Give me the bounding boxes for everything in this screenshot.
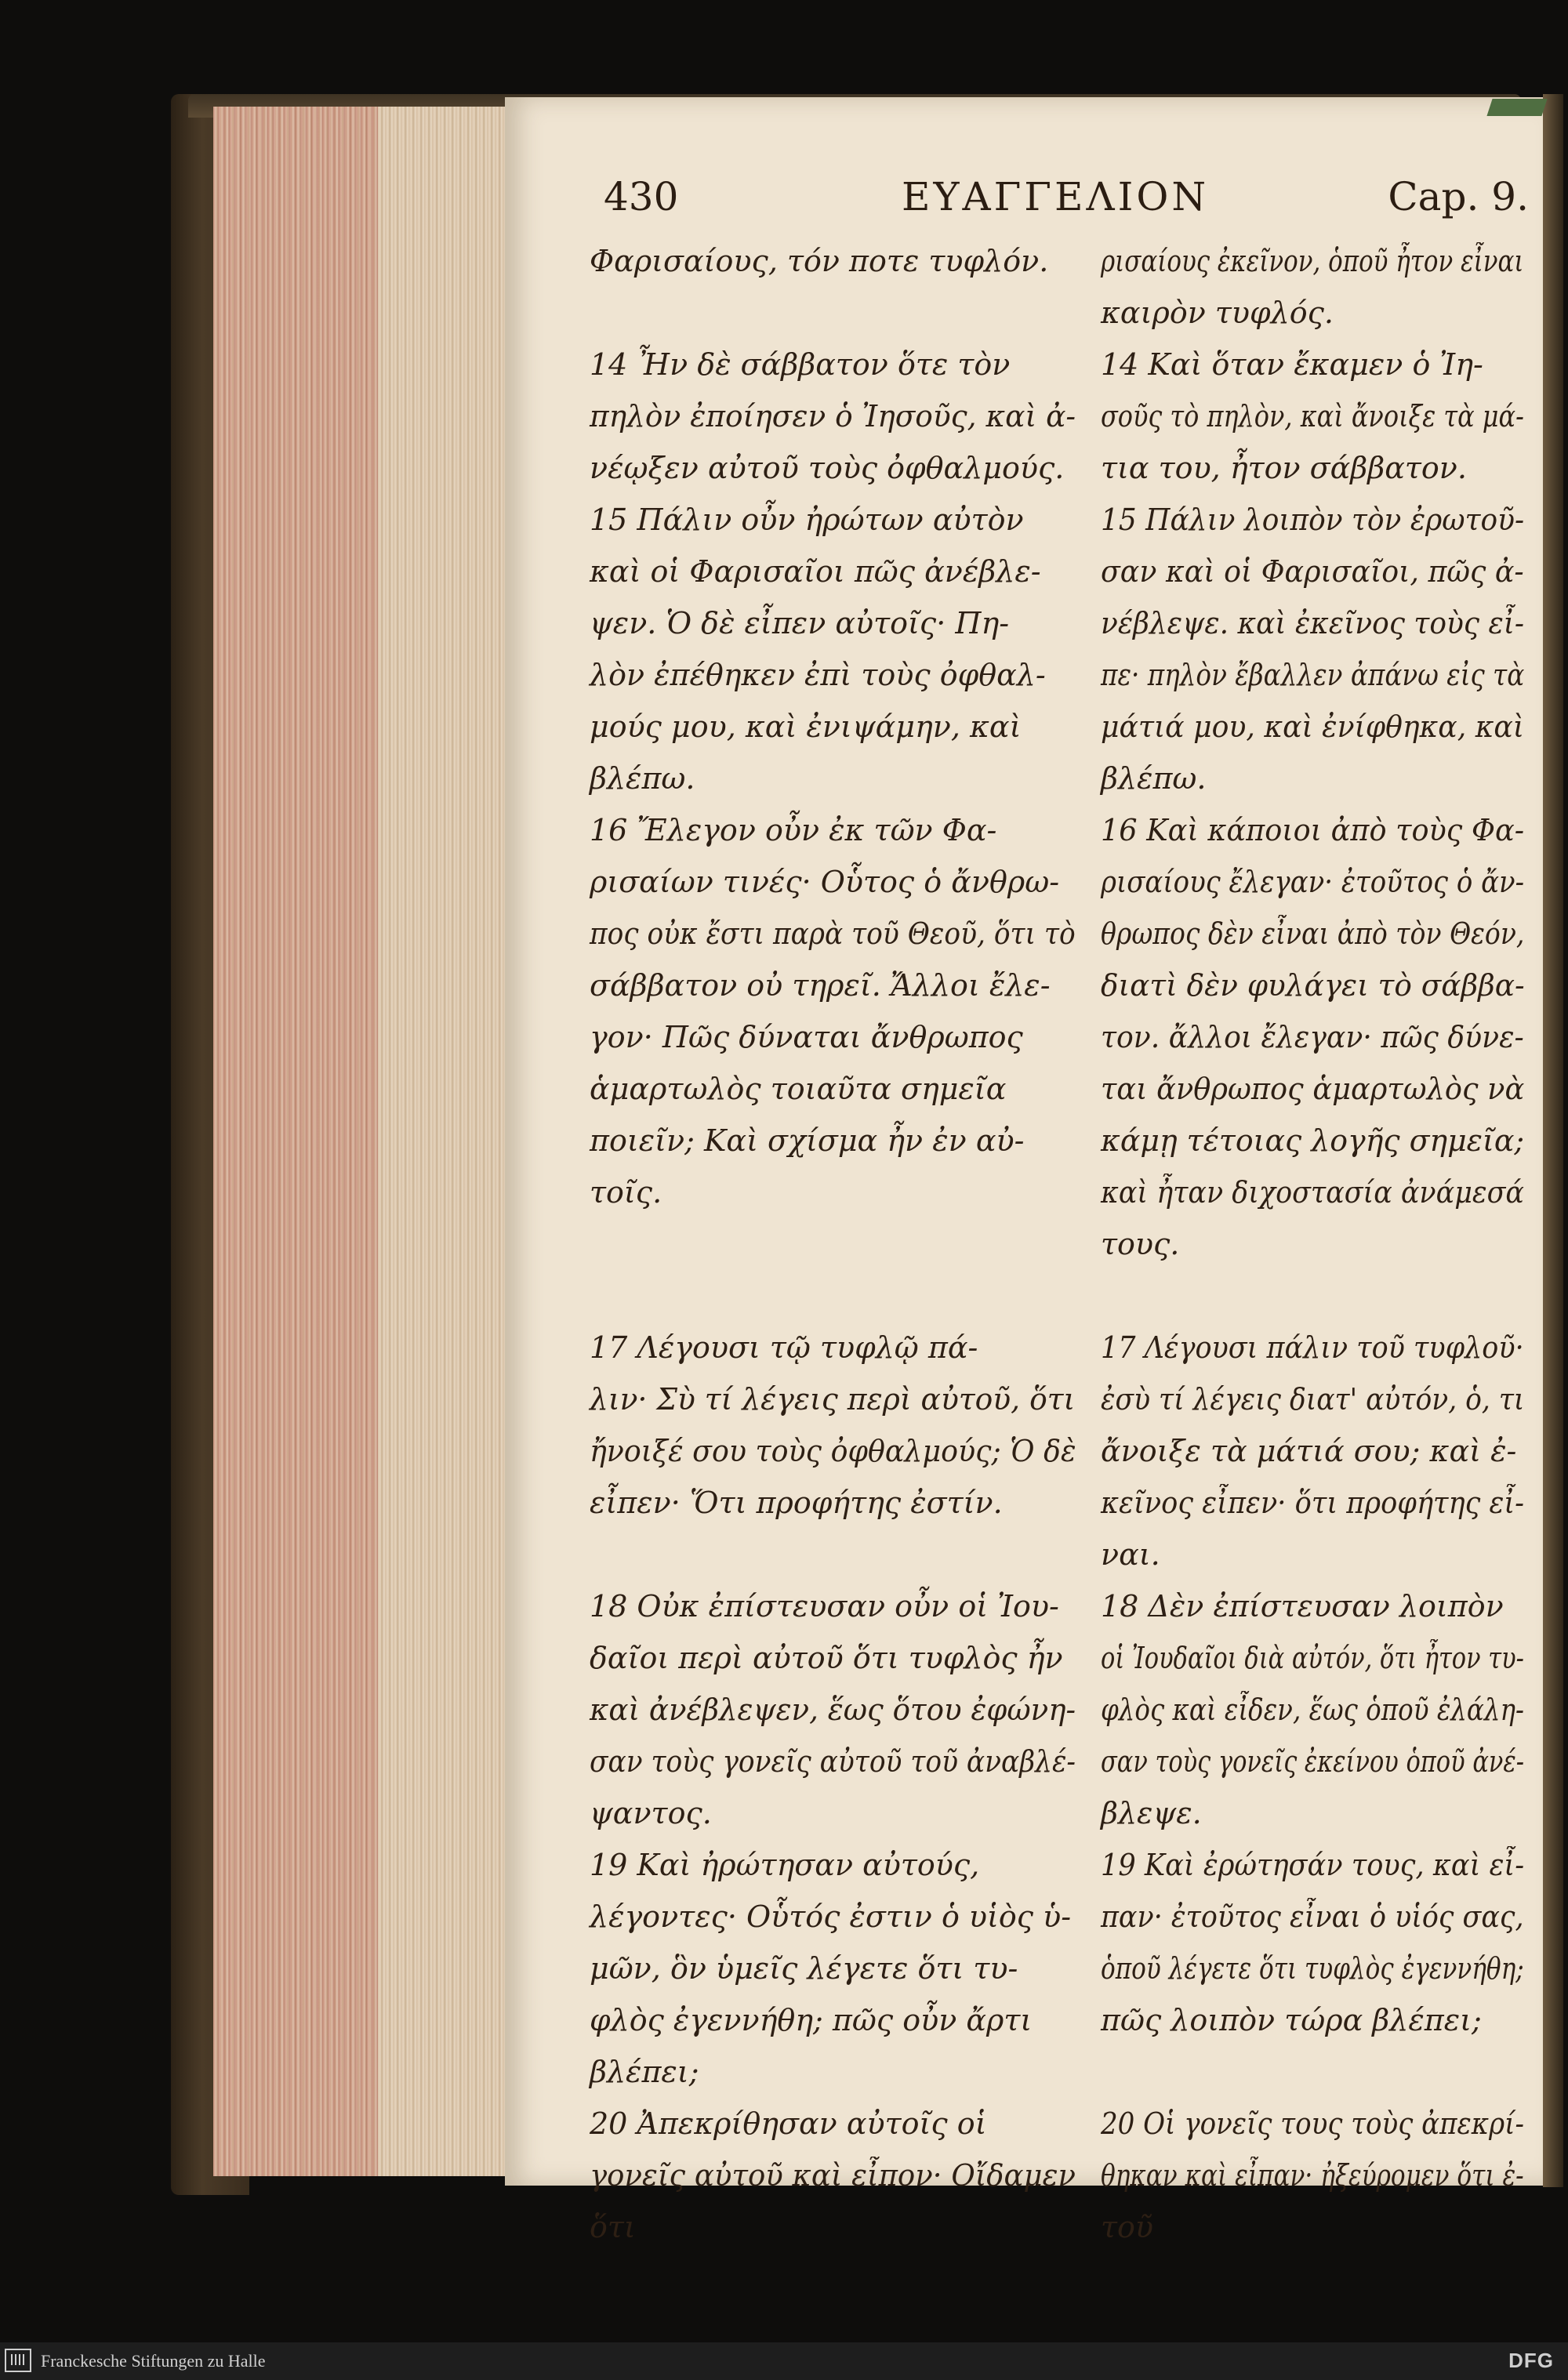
text-line: φλὸς ἐγεννήθη; πῶς οὖν ἄρτι bbox=[590, 2003, 1033, 2037]
text-line: βλεψε. bbox=[1101, 1796, 1202, 1830]
text-line: ρισαίους ἔλεγαν· ἐτοῦτος ὁ ἄν- bbox=[1101, 865, 1525, 899]
text-line bbox=[590, 1270, 1076, 1322]
page-number: 430 bbox=[604, 174, 679, 219]
text-line: κάμῃ τέτοιας λογῆς σημεῖα; bbox=[1101, 1123, 1525, 1158]
text-line: καὶ ἀνέβλεψεν, ἕως ὅτου ἐφώνη- bbox=[590, 1692, 1076, 1727]
facing-page-edge bbox=[1543, 94, 1563, 2187]
text-line: δαῖοι περὶ αὐτοῦ ὅτι τυφλὸς ἦν bbox=[590, 1641, 1063, 1675]
text-line: λὸν ἐπέθηκεν ἐπὶ τοὺς ὀφθαλ- bbox=[590, 658, 1046, 692]
text-line: φλὸς καὶ εἶδεν, ἕως ὁποῦ ἐλάλη- bbox=[1101, 1692, 1524, 1727]
text-line: 15 Πάλιν οὖν ἠρώτων αὐτὸν bbox=[590, 502, 1024, 537]
viewer-footer bbox=[0, 2342, 1568, 2380]
text-line: ἤνοιξέ σου τοὺς ὀφθαλμούς; Ὁ δὲ bbox=[590, 1434, 1076, 1468]
text-line: τοῖς. bbox=[590, 1175, 662, 1210]
text-line: ἐσὺ τί λέγεις διατ' αὐτόν, ὁ, τι bbox=[1101, 1382, 1525, 1417]
text-line: τους. bbox=[1101, 1227, 1180, 1261]
text-line: πῶς λοιπὸν τώρα βλέπει; bbox=[1101, 2003, 1482, 2037]
text-line: σοῦς τὸ πηλὸν, καὶ ἄνοιξε τὰ μά- bbox=[1101, 399, 1524, 434]
text-line: λέγοντες· Οὗτός ἐστιν ὁ υἱὸς ὑ- bbox=[590, 1899, 1072, 1934]
text-line: θηκαν καὶ εἶπαν· ἠξεύρομεν ὅτι ἐ- bbox=[1101, 2158, 1524, 2193]
modern-greek-column bbox=[1101, 235, 1524, 2253]
text-line: μούς μου, καὶ ἐνιψάμην, καὶ bbox=[590, 709, 1022, 744]
text-line: ρισαίων τινές· Οὗτος ὁ ἄνθρω- bbox=[590, 865, 1060, 899]
text-line: τον. ἄλλοι ἔλεγαν· πῶς δύνε- bbox=[1101, 1020, 1524, 1054]
text-line: πηλὸν ἐποίησεν ὁ Ἰησοῦς, καὶ ἀ- bbox=[590, 399, 1076, 434]
text-line: καιρὸν τυφλός. bbox=[1101, 296, 1334, 330]
text-line: πος οὐκ ἔστι παρὰ τοῦ Θεοῦ, ὅτι τὸ bbox=[590, 916, 1076, 951]
text-line: 20 Ἀπεκρίθησαν αὐτοῖς οἱ bbox=[590, 2106, 987, 2141]
text-line: ναι. bbox=[1101, 1537, 1160, 1572]
text-line: ἁμαρτωλὸς τοιαῦτα σημεῖα bbox=[590, 1072, 1007, 1106]
text-line: διατὶ δὲν φυλάγει τὸ σάββα- bbox=[1101, 968, 1525, 1003]
text-line: τοῦ bbox=[1101, 2210, 1154, 2244]
text-line: τια του, ἦτον σάββατον. bbox=[1101, 451, 1467, 485]
running-header bbox=[604, 174, 1529, 229]
text-line: σαν τοὺς γονεῖς ἐκείνου ὁποῦ ἀνέ- bbox=[1101, 1744, 1524, 1779]
text-line bbox=[590, 1529, 1076, 1580]
text-line: γον· Πῶς δύναται ἄνθρωπος bbox=[590, 1020, 1023, 1054]
text-line bbox=[1101, 1270, 1524, 1322]
text-line: ὁποῦ λέγετε ὅτι τυφλὸς ἐγεννήθη; bbox=[1101, 1951, 1524, 1986]
text-line: 18 Δὲν ἐπίστευσαν λοιπὸν bbox=[1101, 1589, 1504, 1624]
institution-name[interactable]: Franckesche Stiftungen zu Halle bbox=[41, 2351, 266, 2371]
text-line: νέβλεψε. καὶ ἐκεῖνος τοὺς εἶ- bbox=[1101, 606, 1525, 640]
text-line: παν· ἐτοῦτος εἶναι ὁ υἱός σας, bbox=[1101, 1899, 1524, 1934]
text-line: κεῖνος εἶπεν· ὅτι προφήτης εἶ- bbox=[1101, 1486, 1525, 1520]
text-line: ψεν. Ὁ δὲ εἶπεν αὐτοῖς· Πη- bbox=[590, 606, 1010, 640]
text-line: ρισαίους ἐκεῖνον, ὁποῦ ἦτον εἶναι bbox=[1101, 244, 1524, 278]
text-line: 15 Πάλιν λοιπὸν τὸν ἐρωτοῦ- bbox=[1101, 502, 1525, 537]
text-line: 19 Καὶ ἠρώτησαν αὐτούς, bbox=[590, 1848, 980, 1882]
text-line: ἄνοιξε τὰ μάτιά σου; καὶ ἐ- bbox=[1101, 1434, 1517, 1468]
text-line: οἱ Ἰουδαῖοι διὰ αὐτόν, ὅτι ἦτον τυ- bbox=[1101, 1641, 1524, 1675]
text-line: καὶ οἱ Φαρισαῖοι πῶς ἀνέβλε- bbox=[590, 554, 1041, 589]
dfg-badge[interactable]: DFG bbox=[1508, 2349, 1554, 2372]
ancient-greek-column bbox=[590, 235, 1076, 2253]
text-line: βλέπω. bbox=[1101, 761, 1207, 796]
text-line: σαν καὶ οἱ Φαρισαῖοι, πῶς ἀ- bbox=[1101, 554, 1524, 589]
text-line: 16 Ἔλεγον οὖν ἐκ τῶν Φα- bbox=[590, 813, 997, 847]
text-line: 17 Λέγουσι πάλιν τοῦ τυφλοῦ· bbox=[1101, 1330, 1524, 1365]
text-line: σάββατον οὐ τηρεῖ. Ἄλλοι ἔλε- bbox=[590, 968, 1051, 1003]
text-line: ὅτι bbox=[590, 2210, 636, 2244]
institution-logo-icon bbox=[5, 2349, 31, 2372]
text-line: 19 Καὶ ἐρώτησάν τους, καὶ εἶ- bbox=[1101, 1848, 1525, 1882]
text-line bbox=[590, 1218, 1076, 1270]
chapter-label: Cap. 9. bbox=[1388, 174, 1529, 219]
text-line bbox=[590, 287, 1076, 339]
text-line: καὶ ἦταν διχοστασία ἀνάμεσά bbox=[1101, 1175, 1524, 1210]
text-line: ται ἄνθρωπος ἁμαρτωλὸς νὰ bbox=[1101, 1072, 1525, 1106]
running-title: ΕΥΑΓΓΕΛΙΟΝ bbox=[902, 174, 1210, 219]
text-line: ποιεῖν; Καὶ σχίσμα ἦν ἐν αὐ- bbox=[590, 1123, 1025, 1158]
text-line: ψαντος. bbox=[590, 1796, 712, 1830]
text-line: βλέπει; bbox=[590, 2055, 699, 2089]
text-line: εἶπεν· Ὅτι προφήτης ἐστίν. bbox=[590, 1486, 1003, 1520]
text-line: 17 Λέγουσι τῷ τυφλῷ πά- bbox=[590, 1330, 978, 1365]
green-ribbon bbox=[1486, 99, 1547, 116]
text-line: λιν· Σὺ τί λέγεις περὶ αὐτοῦ, ὅτι bbox=[590, 1382, 1076, 1417]
text-line: πε· πηλὸν ἔβαλλεν ἀπάνω εἰς τὰ bbox=[1101, 658, 1525, 692]
text-line bbox=[1101, 2046, 1524, 2098]
text-line: νέῳξεν αὐτοῦ τοὺς ὀφθαλμούς. bbox=[590, 451, 1065, 485]
text-line: 18 Οὐκ ἐπίστευσαν οὖν οἱ Ἰου- bbox=[590, 1589, 1059, 1624]
text-line: Φαρισαίους, τόν ποτε τυφλόν. bbox=[590, 244, 1049, 278]
text-line: μάτιά μου, καὶ ἐνίφθηκα, καὶ bbox=[1101, 709, 1525, 744]
page-stack-red-edge bbox=[213, 107, 378, 2176]
text-line: γονεῖς αὐτοῦ καὶ εἶπον· Οἴδαμεν bbox=[590, 2158, 1076, 2193]
text-line: μῶν, ὃν ὑμεῖς λέγετε ὅτι τυ- bbox=[590, 1951, 1018, 1986]
text-line: 14 Καὶ ὅταν ἔκαμεν ὁ Ἰη- bbox=[1101, 347, 1483, 382]
text-line: 20 Οἱ γονεῖς τους τοὺς ἀπεκρί- bbox=[1101, 2106, 1524, 2141]
text-line: σαν τοὺς γονεῖς αὐτοῦ τοῦ ἀναβλέ- bbox=[590, 1744, 1076, 1779]
text-line: 14 Ἦν δὲ σάββατον ὅτε τὸν bbox=[590, 347, 1011, 382]
text-line: θρωπος δὲν εἶναι ἀπὸ τὸν Θεόν, bbox=[1101, 916, 1525, 951]
text-line: βλέπω. bbox=[590, 761, 695, 796]
text-line: 16 Καὶ κάποιοι ἀπὸ τοὺς Φα- bbox=[1101, 813, 1525, 847]
